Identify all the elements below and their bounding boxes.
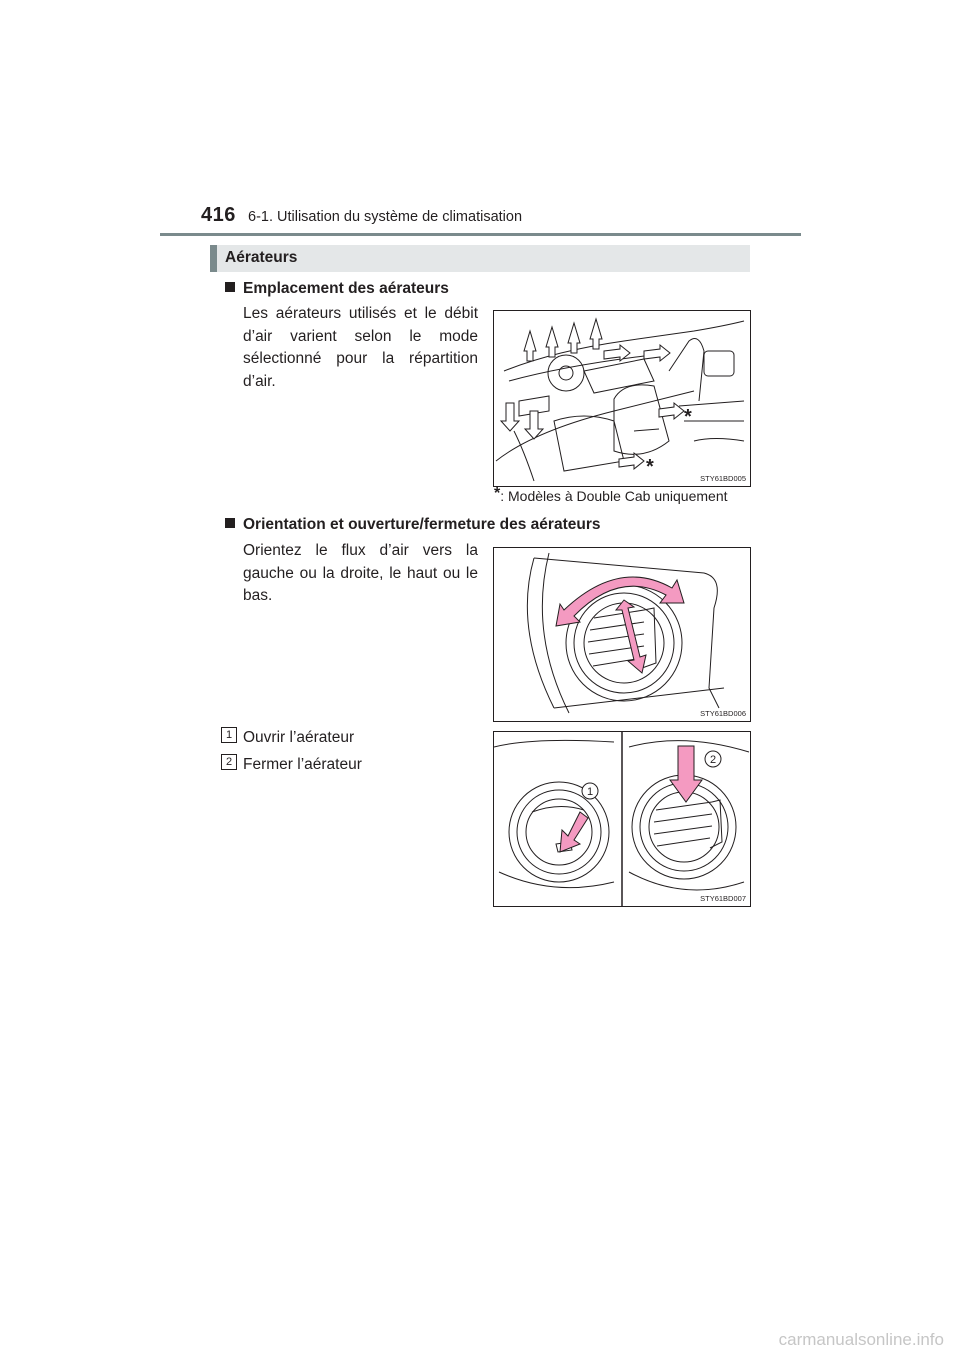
figure-code: STY61BD006: [700, 709, 746, 718]
figure-vent-open-close: [493, 731, 751, 907]
svg-text:2: 2: [709, 754, 717, 766]
vent-direction-illustration: [494, 548, 750, 721]
figure-code: STY61BD005: [700, 474, 746, 483]
svg-text:1: 1: [586, 786, 594, 798]
section-bar: [210, 245, 750, 272]
list-number-2: 2: [221, 754, 237, 770]
bullet-square-icon: [225, 282, 235, 292]
list-item-close-vent: Fermer l’aérateur: [243, 756, 362, 773]
list-number-1: 1: [221, 727, 237, 743]
cabin-illustration: [494, 311, 750, 486]
vent-open-close-illustration: [494, 732, 750, 906]
bullet-square-icon: [225, 518, 235, 528]
subheading-text: Orientation et ouverture/fermeture des aérateurs: [243, 516, 601, 533]
watermark[interactable]: carmanualsonline.info: [778, 1330, 944, 1349]
chapter-title: 6-1. Utilisation du système de climatisation: [248, 209, 523, 225]
subheading-text: Emplacement des aérateurs: [243, 280, 449, 297]
footnote: [494, 485, 728, 506]
figure-code: STY61BD007: [700, 894, 746, 903]
footnote-text: : Modèles à Double Cab uniquement: [500, 488, 728, 504]
list-item-open-vent: Ouvrir l’aérateur: [243, 729, 355, 746]
subheading-vent-location: [225, 280, 449, 298]
figure-cabin-vents: [493, 310, 751, 487]
page-number: 416: [201, 204, 236, 226]
header-rule: [160, 233, 801, 236]
footnote-mark: *: [494, 485, 501, 502]
subheading-vent-orientation: [225, 516, 600, 534]
figure-vent-direction: [493, 547, 751, 722]
svg-text:*: *: [684, 406, 692, 428]
section-accent: [210, 245, 217, 272]
svg-text:*: *: [646, 456, 654, 478]
section-title: Aérateurs: [225, 249, 298, 266]
paragraph-vent-location: Les aérateurs utilisés et le débit d’air varient selon le mode sélectionné pour la répartition d’air.: [243, 305, 478, 390]
paragraph-vent-orientation: Orientez le flux d’air vers la gauche ou la droite, le haut ou le bas.: [243, 542, 478, 604]
